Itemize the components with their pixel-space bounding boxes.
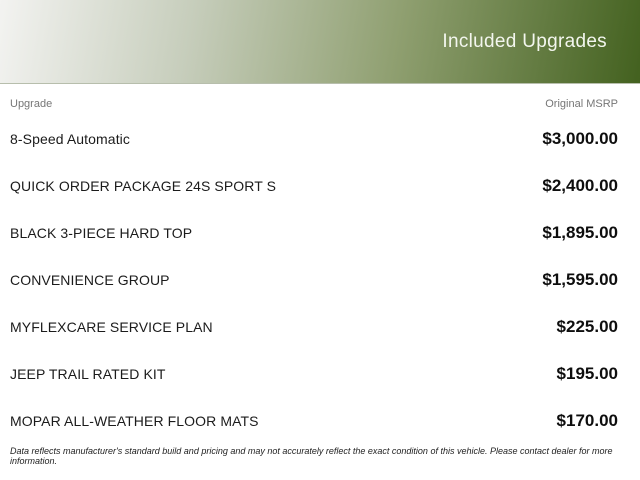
- table-row: [10, 162, 618, 209]
- table-row: [10, 303, 618, 350]
- table-row: [10, 256, 618, 303]
- upgrade-rows: [10, 115, 618, 444]
- upgrade-price: $1,595.00: [542, 269, 618, 289]
- upgrade-price: $225.00: [556, 316, 618, 336]
- table-column-headers: [10, 84, 618, 110]
- upgrade-name: JEEP TRAIL RATED KIT: [10, 365, 166, 382]
- column-header-msrp: Original MSRP: [545, 98, 618, 110]
- upgrade-price: $170.00: [556, 410, 618, 430]
- disclaimer-text: Data reflects manufacturer's standard build and pricing and may not accurately reflect the exact condition of this vehicle. Please contact dealer for more information.: [10, 446, 613, 466]
- upgrade-price: $3,000.00: [542, 128, 618, 148]
- table-row: [10, 209, 618, 256]
- column-header-upgrade: Upgrade: [10, 98, 53, 110]
- upgrades-table: [0, 84, 640, 466]
- table-row: [10, 350, 618, 397]
- page-title: Included Upgrades: [442, 30, 607, 52]
- upgrade-name: 8-Speed Automatic: [10, 130, 130, 147]
- upgrade-name: CONVENIENCE GROUP: [10, 271, 170, 288]
- upgrade-price: $195.00: [556, 363, 618, 383]
- upgrade-name: QUICK ORDER PACKAGE 24S SPORT S: [10, 177, 277, 194]
- upgrade-name: BLACK 3-PIECE HARD TOP: [10, 224, 193, 241]
- upgrade-price: $2,400.00: [542, 175, 618, 195]
- table-row: [10, 397, 618, 444]
- header-band: [0, 0, 640, 84]
- table-row: [10, 115, 618, 162]
- upgrade-name: MOPAR ALL-WEATHER FLOOR MATS: [10, 412, 259, 429]
- upgrade-name: MYFLEXCARE SERVICE PLAN: [10, 318, 213, 335]
- upgrade-price: $1,895.00: [542, 222, 618, 242]
